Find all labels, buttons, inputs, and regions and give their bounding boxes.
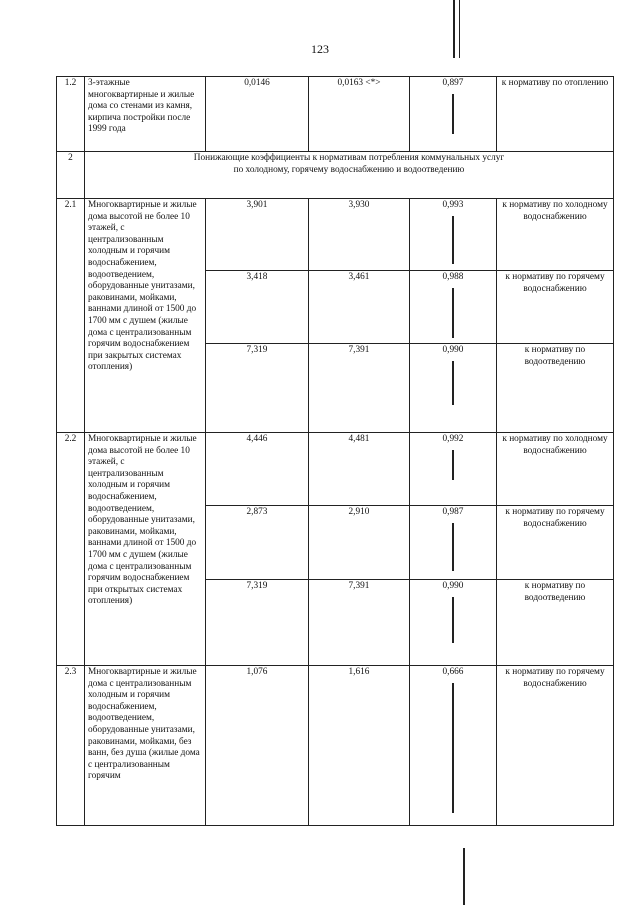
new-norm-value: 7,391 [309, 344, 410, 433]
table-row-1-2 [57, 77, 614, 152]
row-number: 2 [57, 152, 85, 199]
base-norm-value: 7,319 [206, 344, 309, 433]
row-number: 2.2 [57, 433, 85, 666]
section-title-line-1: Понижающие коэффициенты к нормативам потребления коммунальных услуг [193, 153, 505, 163]
row-note: к нормативу по холодному водоснабжению [497, 433, 614, 506]
scan-mark [452, 597, 454, 643]
page-number: 123 [311, 42, 329, 56]
section-title-line-2: по холодному, горячему водоснабжению и водоотведению [233, 164, 465, 175]
row-note: к нормативу по водоотведению [497, 580, 614, 666]
row-note: к нормативу по холодному водоснабжению [497, 199, 614, 271]
base-norm-value: 3,418 [206, 271, 309, 344]
coefficient-value [410, 344, 497, 433]
row-number: 1.2 [57, 77, 85, 152]
row-description: Многоквартирные и жилые дома высотой не более 10 этажей, с централизованным холодным и горячим водоснабжением, водоотведением, оборудованные унитазами, раковинами, мойками, ваннами длиной от 1500 до 1700 мм с душем (жилые дома с централизованным горячим водоснабжением при закрытых системах отопления) [85, 199, 206, 433]
section-header-row-2 [57, 152, 614, 199]
row-note: к нормативу по отоплению [497, 77, 614, 152]
new-norm-value: 1,616 [309, 666, 410, 826]
coefficient-text: 0,897 [442, 78, 464, 88]
base-norm-value: 3,901 [206, 199, 309, 271]
coefficient-value [410, 580, 497, 666]
coefficient-value [410, 199, 497, 271]
new-norm-value: 7,391 [309, 580, 410, 666]
coefficient-text: 0,990 [442, 581, 464, 591]
base-norm-value: 4,446 [206, 433, 309, 506]
coefficient-value [410, 433, 497, 506]
new-norm-value: 4,481 [309, 433, 410, 506]
row-note: к нормативу по горячему водоснабжению [497, 271, 614, 344]
row-note: к нормативу по водоотведению [497, 344, 614, 433]
scan-artifact-bottom [463, 848, 465, 905]
table-row-2-3 [57, 666, 614, 826]
row-number: 2.3 [57, 666, 85, 826]
coefficient-text: 0,993 [442, 200, 464, 210]
row-description: 3-этажные многоквартирные и жилые дома со стенами из камня, кирпича постройки после 1999 года [85, 77, 206, 152]
row-note: к нормативу по горячему водоснабжению [497, 506, 614, 580]
section-title [85, 152, 614, 199]
base-norm-value: 2,873 [206, 506, 309, 580]
coefficient-text: 0,666 [442, 667, 464, 677]
coefficient-value [410, 666, 497, 826]
scan-mark [452, 288, 454, 338]
row-description: Многоквартирные и жилые дома с централизованным холодным и горячим водоснабжением, водоотведением, оборудованные унитазами, раковинами, мойками, без ванн, без душа (жилые дома с централизованным горячим [85, 666, 206, 826]
new-norm-value: 3,930 [309, 199, 410, 271]
coefficient-text: 0,988 [442, 272, 464, 282]
scan-mark [452, 94, 454, 134]
coefficient-text: 0,987 [442, 507, 464, 517]
coefficient-value [410, 506, 497, 580]
base-norm-value: 0,0146 [206, 77, 309, 152]
scan-mark [452, 361, 454, 405]
table-row-2-1a [57, 199, 614, 271]
coefficient-value [410, 271, 497, 344]
new-norm-value: 3,461 [309, 271, 410, 344]
table-row-2-2a [57, 433, 614, 506]
base-norm-value: 1,076 [206, 666, 309, 826]
row-note: к нормативу по горячему водоснабжению [497, 666, 614, 826]
base-norm-value: 7,319 [206, 580, 309, 666]
row-number: 2.1 [57, 199, 85, 433]
coefficient-text: 0,992 [442, 434, 464, 444]
scan-mark [452, 523, 454, 571]
scan-mark [452, 683, 454, 813]
new-norm-value: 2,910 [309, 506, 410, 580]
scan-mark [452, 216, 454, 264]
scan-mark [452, 450, 454, 480]
coefficient-text: 0,990 [442, 345, 464, 355]
new-norm-value: 0,0163 <*> [309, 77, 410, 152]
coefficient-value [410, 77, 497, 152]
row-description: Многоквартирные и жилые дома высотой не более 10 этажей, с централизованным холодным и горячим водоснабжением, водоотведением, оборудованные унитазами, раковинами, мойками, ваннами длиной от 1500 до 1700 мм с душем (жилые дома с централизованным горячим водоснабжением при открытых системах отопления) [85, 433, 206, 666]
norms-table [56, 76, 614, 826]
